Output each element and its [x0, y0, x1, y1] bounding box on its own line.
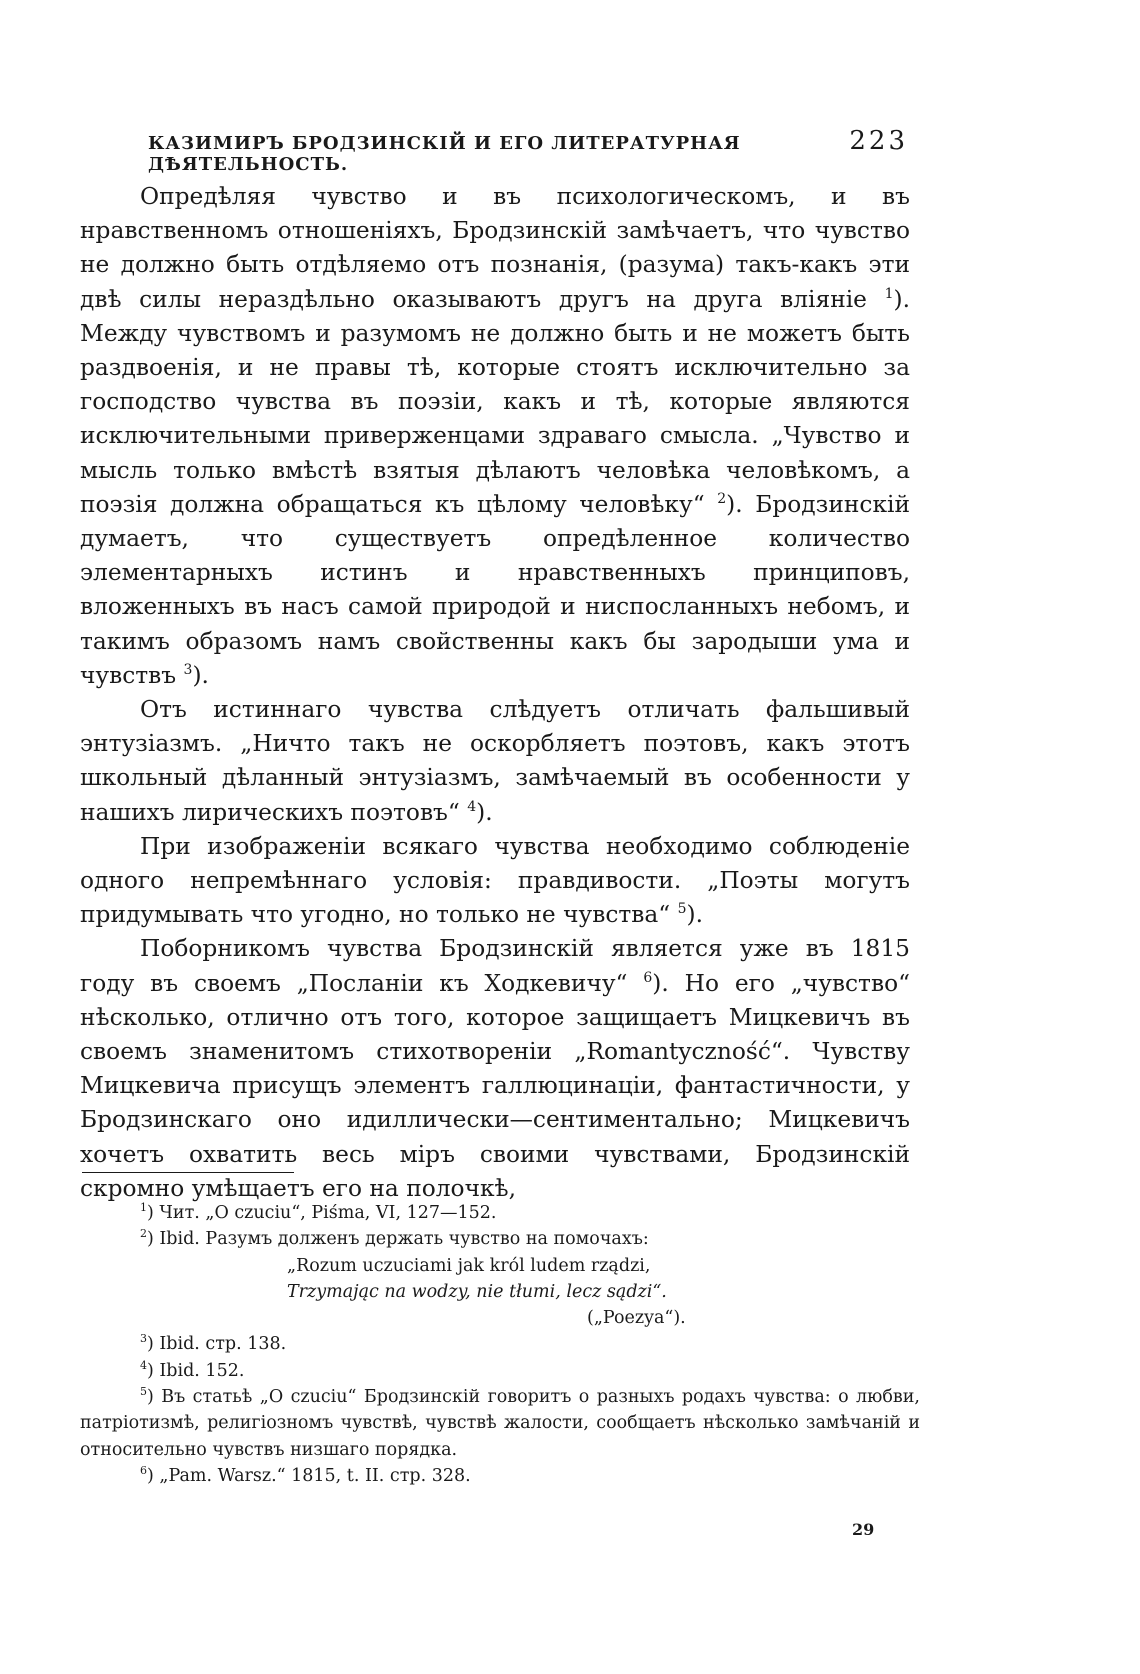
footnote-text: ) „Pam. Warsz.“ 1815, t. II. стр. 328. [147, 1465, 471, 1486]
footnote-reference[interactable]: 5 [677, 901, 687, 918]
footnote-separator [82, 1172, 294, 1173]
paragraph-text: Опредѣляя чувство и въ психологическомъ, и въ нравственномъ отношеніяхъ, Бродзинскій замѣчаетъ, что чувство не должно быть отдѣляемо отъ познанія, (разума) такъ-какъ эти двѣ силы нераздѣльно оказываютъ другъ на друга вліяніе [80, 183, 910, 313]
footnotes [80, 1200, 920, 1489]
paragraph-text: ). [686, 901, 704, 929]
footnote-marker: 4 [140, 1358, 147, 1372]
paragraph-text: Поборникомъ чувства Бродзинскій является уже въ 1815 году въ своемъ „Посланіи къ Ходкевичу“ [80, 935, 910, 997]
footnote-reference[interactable]: 3 [183, 662, 193, 679]
page-number: 223 [849, 126, 908, 156]
footnote-text: ) Ibid. Разумъ долженъ держать чувство на помочахъ: [147, 1229, 649, 1250]
footnote-reference[interactable]: 4 [467, 798, 477, 815]
footnote-marker: 5 [140, 1385, 147, 1399]
paragraph [80, 693, 910, 830]
footnote-marker: 3 [140, 1332, 147, 1346]
footnote-reference[interactable]: 1 [884, 285, 894, 302]
footnote-1 [80, 1200, 920, 1226]
signature-mark: 29 [852, 1520, 875, 1539]
paragraph [80, 830, 910, 933]
paragraph-text: ). Бродзинскій думаетъ, что существуетъ опредѣленное количество элементарныхъ истинъ и нравственныхъ принциповъ, вложенныхъ въ насъ самой природой и ниспосланныхъ небомъ, и такимъ образомъ намъ свойственны какъ бы зародыши ума и чувствъ [80, 490, 910, 689]
running-header [148, 126, 908, 175]
verse-quote [80, 1253, 920, 1332]
footnote-reference[interactable]: 2 [717, 491, 727, 508]
verse-line-1: „Rozum uczuciami jak król ludem rządzi, [287, 1255, 651, 1276]
footnote-6 [80, 1463, 920, 1489]
main-text [80, 180, 910, 1206]
footnote-text: ) Ibid. 152. [147, 1360, 245, 1381]
footnote-text: ) Чит. „O czuciu“, Piśma, VI, 127—152. [147, 1203, 497, 1223]
footnote-marker: 1 [140, 1201, 147, 1215]
verse-source: („Poezya“). [587, 1308, 686, 1329]
footnote-5 [80, 1384, 920, 1463]
footnote-reference[interactable]: 6 [643, 969, 653, 986]
footnote-3 [80, 1331, 920, 1357]
paragraph-text: ). Между чувствомъ и разумомъ не должно быть и не можетъ быть раздвоенія, и не правы тѣ, которые стоятъ исключительно за господство чувства въ поэзіи, какъ и тѣ, которые являются исключительными приверженцами здраваго смысла. „Чувство и мысль только вмѣстѣ взятыя дѣлаютъ человѣка человѣкомъ, а поэзія должна обращаться къ цѣлому человѣку“ [80, 285, 910, 518]
paragraph [80, 180, 910, 693]
paragraph [80, 932, 910, 1206]
footnote-2 [80, 1226, 920, 1252]
footnote-text: ) Ibid. стр. 138. [147, 1334, 287, 1355]
footnote-marker: 6 [140, 1464, 147, 1478]
verse-line-2: Trzymając na wodzy, nie tłumi, lecz sądzi“. [287, 1281, 667, 1302]
paragraph-text: ). [476, 798, 493, 826]
running-title: КАЗИМИРЪ БРОДЗИНСКІЙ И ЕГО ЛИТЕРАТУРНАЯ ДѢЯТЕЛЬНОСТЬ. [148, 133, 741, 175]
paragraph-text: ). [192, 661, 209, 689]
paragraph-text: Отъ истиннаго чувства слѣдуетъ отличать фальшивый энтузіазмъ. „Ничто такъ не оскорбляетъ поэтовъ, какъ этотъ школьный дѣланный энтузіазмъ, замѣчаемый въ особенности у нашихъ лирическихъ поэтовъ“ [80, 696, 910, 826]
footnote-marker: 2 [140, 1227, 147, 1241]
paragraph-text: При изображеніи всякаго чувства необходимо соблюденіе одного непремѣннаго условія: правдивости. „Поэты могутъ придумывать что угодно, но только не чувства“ [80, 832, 910, 929]
paragraph-text: ). Но его „чувство“ нѣсколько, отлично отъ того, которое защищаетъ Мицкевичъ въ своемъ знаменитомъ стихотвореніи „Romantyczność“. Чувству Мицкевича присущъ элементъ галлюцинаціи, фантастичности, у Бродзинскаго оно идиллически—сентиментально; Мицкевичъ хочетъ охватить весь міръ своими чувствами, Бродзинскій скромно умѣщаетъ его на полочкѣ, [80, 969, 911, 1202]
footnote-4 [80, 1358, 920, 1384]
footnote-text: ) Въ статьѣ „O czuciu“ Бродзинскій говоритъ о разныхъ родахъ чувства: о любви, патріотизмѣ, религіозномъ чувствѣ, чувствѣ жалости, сообщаетъ нѣсколько замѣчаній и относительно чувствъ низшаго порядка. [80, 1387, 920, 1460]
